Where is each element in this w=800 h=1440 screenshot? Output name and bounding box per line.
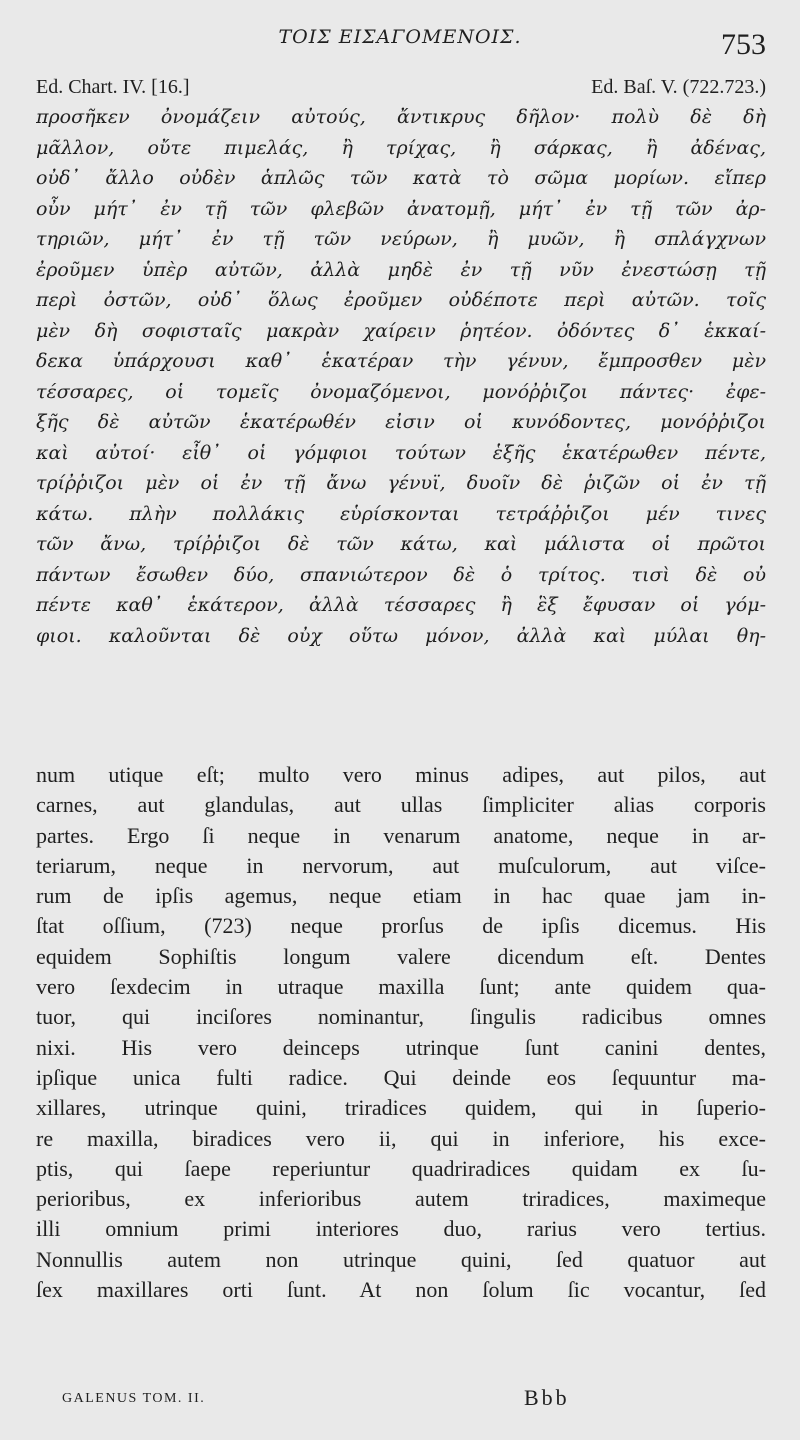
signature-mark: Bbb (524, 1385, 570, 1410)
greek-line: μὲν δὴ σοφισταῖς μακρὰν χαίρειν ῥητέον. ὀδόντες δ᾽ ἑκκαί- (36, 319, 766, 342)
greek-line: πάντων ἔσωθεν δύο, σπανιώτερον δὲ ὁ τρίτος. τισὶ δὲ οὐ (36, 563, 766, 586)
latin-line: tuor, qui inciſores nominantur, ſingulis radicibus omnes (36, 1004, 766, 1030)
latin-line: xillares, utrinque quini, triradices quidem, qui in ſuperio- (36, 1095, 766, 1121)
page-number: 753 (721, 28, 766, 61)
greek-line: ἐροῦμεν ὑπὲρ αὐτῶν, ἀλλὰ μηδὲ ἐν τῇ νῦν ἐνεστώσῃ τῇ (36, 258, 766, 281)
latin-line: equidem Sophiſtis longum valere dicendum eſt. Dentes (36, 943, 766, 969)
latin-line: carnes, aut glandulas, aut ullas ſimpliciter alias corporis (36, 792, 766, 818)
greek-line: προσῆκεν ὀνομάζειν αὐτούς, ἄντικρυς δῆλον· πολὺ δὲ δὴ (36, 106, 766, 128)
latin-line: re maxilla, biradices vero ii, qui in inferiore, his exce- (36, 1125, 766, 1151)
latin-line: rum de ipſis agemus, neque etiam in hac quae jam in- (36, 883, 766, 909)
greek-line: οὐδ᾽ ἄλλο οὐδὲν ἁπλῶς τῶν κατὰ τὸ σῶμα μορίων. εἴπερ (36, 167, 766, 189)
greek-line: κάτω. πλὴν πολλάκις εὑρίσκονται τετράῤῥιζοι μέν τινες (36, 502, 766, 525)
greek-line: τηριῶν, μήτ᾽ ἐν τῇ τῶν νεύρων, ἢ μυῶν, ἢ σπλάγχνων (36, 228, 766, 250)
greek-line: τέσσαρες, οἱ τομεῖς ὀνομαζόμενοι, μονόῤῥιζοι πάντες· ἐφε- (36, 380, 766, 403)
footer-signature: GALENUS TOM. II. (62, 1391, 206, 1406)
edition-reference-chartier: Ed. Chart. IV. [16.] (36, 76, 190, 98)
greek-line: τῶν ἄνω, τρίῤῥιζοι δὲ τῶν κάτω, καὶ μάλιστα οἱ πρῶτοι (36, 533, 766, 555)
greek-line: οὖν μήτ᾽ ἐν τῇ τῶν φλεβῶν ἀνατομῇ, μήτ᾽ ἐν τῇ τῶν ἀρ- (36, 197, 766, 220)
latin-line: nixi. His vero deinceps utrinque ſunt canini dentes, (36, 1034, 766, 1060)
latin-line: num utique eſt; multo vero minus adipes, aut pilos, aut (36, 762, 766, 787)
latin-line: ſtat oſſium, (723) neque prorſus de ipſis dicemus. His (36, 913, 766, 939)
latin-line: partes. Ergo ſi neque in venarum anatome, neque in ar- (36, 822, 766, 848)
greek-line: πέντε καθ᾽ ἑκάτερον, ἀλλὰ τέσσαρες ἢ ἓξ ἔφυσαν οἱ γόμ- (36, 594, 766, 616)
greek-line: μᾶλλον, οὔτε πιμελάς, ἢ τρίχας, ἢ σάρκας, ἢ ἀδένας, (36, 136, 766, 159)
latin-line: ipſique unica fulti radice. Qui deinde eos ſequuntur ma- (36, 1064, 766, 1090)
greek-line: περὶ ὀστῶν, οὐδ᾽ ὅλως ἐροῦμεν οὐδέποτε περὶ αὐτῶν. τοῖς (36, 289, 766, 311)
edition-reference-basel: Ed. Baſ. V. (722.723.) (591, 76, 766, 98)
greek-text-block (36, 102, 766, 651)
latin-line: ptis, qui ſaepe reperiuntur quadriradices quidam ex ſu- (36, 1155, 766, 1181)
greek-line: δεκα ὑπάρχουσι καθ᾽ ἑκατέραν τὴν γένυν, ἔμπροσθεν μὲν (36, 350, 766, 372)
running-head: ΤΟΙΣ ΕΙΣΑΓΟΜΕΝΟΙΣ. (278, 26, 522, 48)
latin-line: illi omnium primi interiores duo, rarius vero tertius. (36, 1216, 766, 1242)
greek-line: τρίῤῥιζοι μὲν οἱ ἐν τῇ ἄνω γένυϊ, δυοῖν δὲ ῥιζῶν οἱ ἐν τῇ (36, 472, 766, 494)
latin-line: ſex maxillares orti ſunt. At non ſolum ſic vocantur, ſed (36, 1277, 766, 1303)
latin-line: teriarum, neque in nervorum, aut muſculorum, aut viſce- (36, 852, 766, 878)
latin-line: vero ſexdecim in utraque maxilla ſunt; ante quidem qua- (36, 974, 766, 1000)
latin-text-block (36, 760, 766, 1305)
latin-line: Nonnullis autem non utrinque quini, ſed quatuor aut (36, 1246, 766, 1272)
greek-line: φιοι. καλοῦνται δὲ οὐχ οὕτω μόνον, ἀλλὰ καὶ μύλαι θη- (36, 624, 766, 647)
greek-line: ξῆς δὲ αὐτῶν ἑκατέρωθέν εἰσιν οἱ κυνόδοντες, μονόῤῥιζοι (36, 411, 766, 433)
latin-line: perioribus, ex inferioribus autem triradices, maximeque (36, 1186, 766, 1212)
greek-line: καὶ αὐτοί· εἶθ᾽ οἱ γόμφιοι τούτων ἑξῆς ἑκατέρωθεν πέντε, (36, 441, 766, 464)
